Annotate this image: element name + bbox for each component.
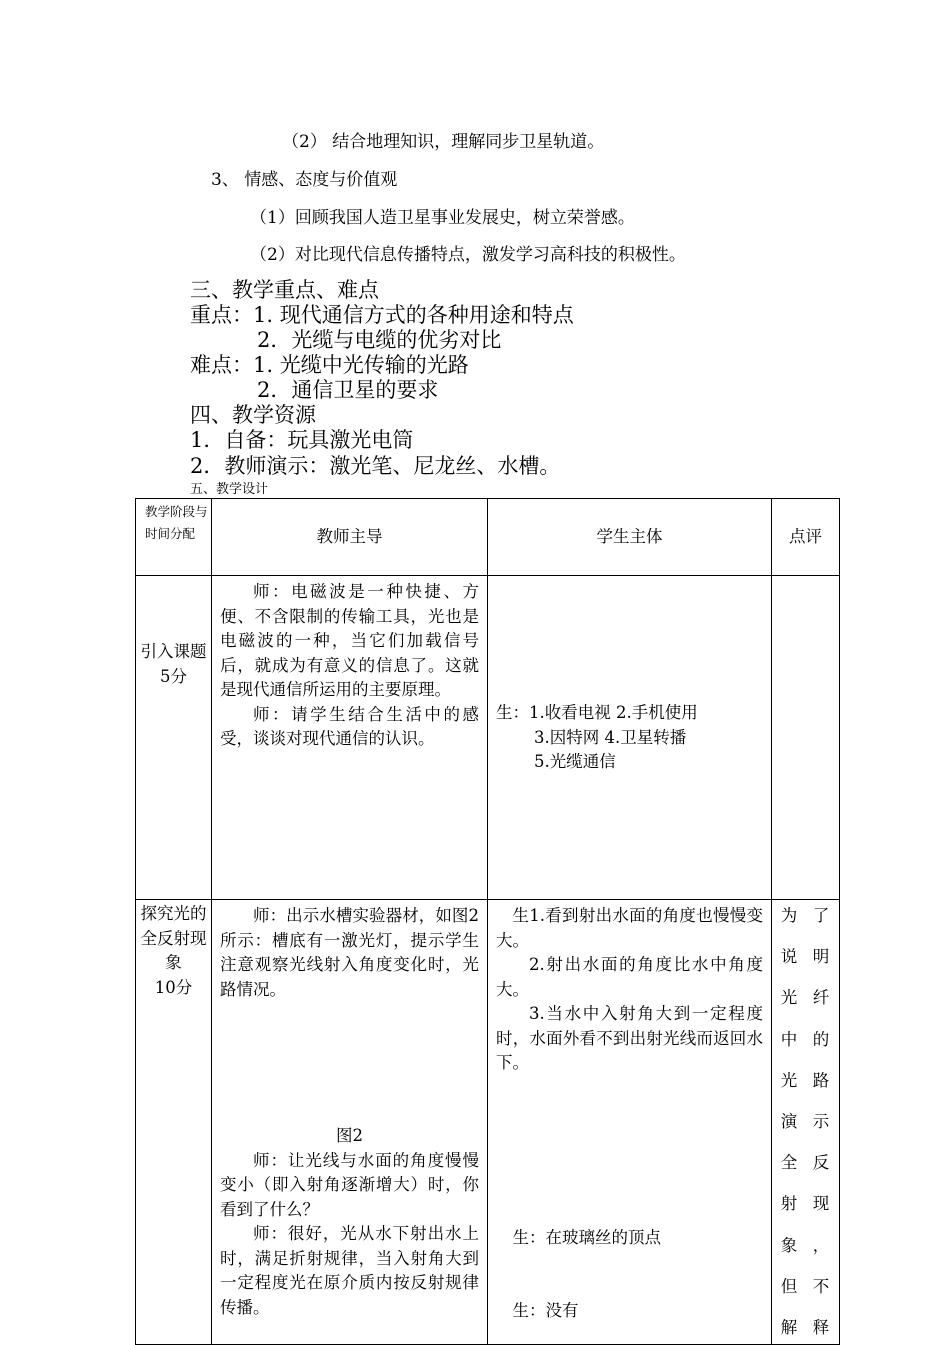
comment-char: 明: [812, 947, 830, 967]
stage-time: 5分: [160, 666, 187, 686]
student-text: 2.射出水面的角度比水中角度大。: [496, 955, 763, 999]
stage-time: 10分: [154, 977, 193, 997]
teacher-cell: [212, 576, 488, 900]
table-header-row: [136, 499, 840, 576]
student-text: 生1.看到射出水面的角度也慢慢变大。: [496, 906, 763, 950]
comment-char: 光: [780, 1070, 798, 1090]
student-cell: [488, 576, 772, 900]
comment-cell: [772, 900, 840, 1345]
objective-3-2: （2）对比现代信息传播特点，激发学习高科技的积极性。: [250, 245, 686, 265]
section-4-heading: 四、教学资源: [190, 403, 316, 427]
stage-cell: [136, 576, 212, 900]
comment-char: 的: [812, 1029, 830, 1049]
table-row: [136, 900, 840, 1345]
student-text: 5.光缆通信: [534, 752, 616, 771]
figure-space: [220, 1002, 479, 1124]
section-3-heading: 三、教学重点、难点: [190, 278, 379, 302]
comment-char: 演: [780, 1112, 798, 1131]
stage-cell: [136, 900, 212, 1345]
header-stage: 教学阶段与时间分配: [136, 499, 212, 576]
comment-char: 为: [780, 906, 798, 925]
teacher-text: 师：很好，光从水下射出水上时，满足折射规律，当入射角大到一定程度光在原介质内按反射规律传播。: [220, 1224, 479, 1317]
teacher-text: 师：请学生结合生活中的感受，谈谈对现代通信的认识。: [220, 704, 479, 748]
student-text: 生：1.收看电视 2.手机使用: [496, 703, 698, 722]
comment-char: 中: [780, 1029, 798, 1049]
teacher-text: 师：电磁波是一种快捷、方便、不含限制的传输工具，光也是电磁波的一种，当它们加载信号后，就成为有意义的信息了。这就是现代通信所运用的主要原理。: [220, 582, 479, 699]
comment-char: 纤: [812, 988, 830, 1008]
figure-caption: 图2: [336, 1126, 363, 1145]
header-teacher: 教师主导: [212, 499, 488, 576]
resource-2: 2．教师演示：激光笔、尼龙丝、水槽。: [190, 454, 561, 478]
student-text: 3.因特网 4.卫星转播: [534, 727, 687, 747]
comment-char: 释: [812, 1318, 830, 1337]
teaching-design-table: [135, 498, 840, 1345]
objective-3-1: （1）回顾我国人造卫星事业发展史，树立荣誉感。: [250, 208, 635, 228]
header-student: 学生主体: [488, 499, 772, 576]
key-point-2: 2．光缆与电缆的优劣对比: [257, 328, 502, 352]
objective-3-heading: 3、 情感、态度与价值观: [211, 170, 398, 190]
teacher-text: 师：让光线与水面的角度慢慢变小（即入射角逐渐增大）时，你看到了什么？: [220, 1150, 479, 1219]
comment-char: 说: [780, 947, 798, 967]
comment-char: 解: [780, 1318, 798, 1337]
comment-char: ，: [812, 1235, 830, 1255]
comment-char: 但: [780, 1276, 798, 1296]
comment-char: 象: [780, 1235, 798, 1255]
section-5-heading: 五、教学设计: [190, 482, 269, 497]
comment-char: 射: [780, 1194, 798, 1214]
stage-name: 探究光的全反射现象: [140, 904, 207, 972]
stage-name: 引入课题: [140, 642, 207, 661]
resource-1: 1．自备：玩具激光电筒: [190, 428, 414, 452]
header-comment: 点评: [772, 499, 840, 576]
comment-char: 反: [812, 1153, 830, 1173]
comment-char: 了: [812, 906, 830, 925]
teacher-text: 师：出示水槽实验器材，如图2所示：槽底有一激光灯，提示学生注意观察光线射入角度变化时，光路情况。: [220, 906, 479, 999]
student-text: 3.当水中入射角大到一定程度时，水面外看不到出射光线而返回水下。: [496, 1004, 763, 1072]
student-text: 生：在玻璃丝的顶点: [512, 1227, 661, 1247]
difficulty-2: 2．通信卫星的要求: [257, 378, 439, 402]
comment-char: 不: [812, 1276, 830, 1296]
comment-char: 示: [812, 1112, 830, 1131]
difficulty-1: 难点：1. 光缆中光传输的光路: [190, 353, 469, 377]
comment-char: 路: [812, 1070, 830, 1090]
comment-char: 现: [812, 1194, 830, 1214]
student-text: 生：没有: [512, 1301, 579, 1320]
table-row: [136, 576, 840, 900]
key-point-1: 重点：1. 现代通信方式的各种用途和特点: [190, 303, 574, 327]
objective-2-2: （2） 结合地理知识，理解同步卫星轨道。: [282, 132, 605, 152]
teacher-cell: [212, 900, 488, 1345]
comment-cell: [772, 576, 840, 900]
student-cell: [488, 900, 772, 1345]
comment-char: 光: [780, 988, 798, 1008]
comment-char: 全: [780, 1153, 798, 1173]
